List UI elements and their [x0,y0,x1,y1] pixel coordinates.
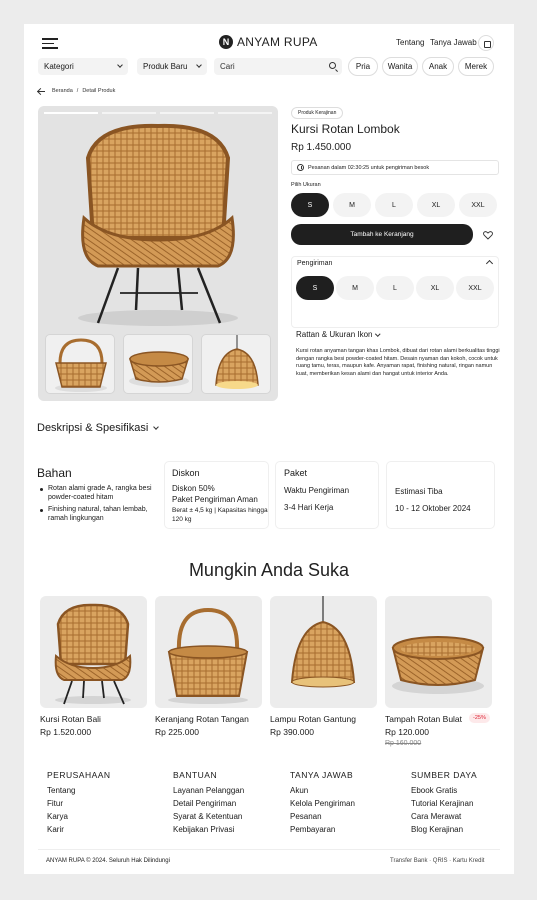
footer-divider [38,849,500,850]
product-card-price: Rp 390.000 [270,727,314,737]
chevron-down-icon [153,424,159,430]
footer-link[interactable]: Kebijakan Privasi [173,825,235,834]
shipping-size-m[interactable]: M [336,276,374,300]
suggestions-title: Mungkin Anda Suka [188,560,350,580]
size-button-xl[interactable]: XL [417,193,455,217]
footer-link[interactable]: Akun [290,786,309,795]
description-accordion[interactable] [37,422,158,434]
product-card-name[interactable]: Lampu Rotan Gantung [270,714,357,724]
shipping-notice [291,160,499,175]
product-card-image[interactable] [40,596,147,708]
logo-text: ANYAM RUPA [237,35,318,49]
menu-icon[interactable] [42,38,58,50]
shipping-size-s[interactable]: S [296,276,334,300]
original-price: Rp 160.000 [385,740,422,747]
spec-diskon-line2: Paket Pengiriman Aman [172,495,258,504]
payment-methods: Transfer Bank · QRIS · Kartu Kredit [390,858,485,864]
product-card-price: Rp 120.000 [385,727,429,737]
footer-link[interactable]: Fitur [47,799,63,808]
pill-merek[interactable]: Merek [458,57,494,76]
logo[interactable] [219,35,318,49]
shipping-size-xl[interactable]: XL [416,276,454,300]
gallery-progress-3[interactable] [160,112,214,114]
size-button-l[interactable]: L [375,193,413,217]
footer-heading: BANTUAN [173,770,218,780]
back-arrow-icon[interactable] [38,91,45,92]
thumbnail-basket[interactable] [45,334,115,394]
footer-link[interactable]: Syarat & Ketentuan [173,812,243,821]
kategori-select[interactable] [38,58,128,75]
product-card-name[interactable]: Kursi Rotan Bali [40,714,101,724]
footer-link[interactable]: Ebook Gratis [411,786,458,795]
product-card-image[interactable] [155,596,262,708]
shipping-size-l[interactable]: L [376,276,414,300]
pill-wanita[interactable]: Wanita [382,57,418,76]
product-card-image[interactable] [270,596,377,708]
spec-estimasi-line1: Estimasi Tiba [395,487,443,496]
size-label: Pilih Ukuran [291,182,321,188]
product-price: Rp 1.450.000 [291,142,352,153]
page [24,24,514,874]
footer-link[interactable]: Kelola Pengiriman [290,799,355,808]
bahan-item: Rotan alami grade A, rangka besi powder-coated hitam [40,485,156,502]
breadcrumb-home[interactable]: Beranda [52,88,73,94]
footer-link[interactable]: Tutorial Kerajinan [411,799,474,808]
spec-card-estimasi [386,461,495,529]
bahan-item: Finishing natural, tahan lembab, ramah lingkungan [40,506,156,523]
logo-mark: N [219,35,233,49]
size-button-s[interactable]: S [291,193,329,217]
heart-icon[interactable] [483,230,493,240]
bahan-title: Bahan [37,466,72,480]
care-accordion[interactable] [296,330,380,339]
chevron-down-icon [117,62,123,68]
footer-link[interactable]: Karir [47,825,64,834]
footer-heading: TANYA JAWAB [290,770,354,780]
bag-icon[interactable] [478,35,494,51]
footer-link[interactable]: Tentang [47,786,76,795]
nav-link-tentang[interactable]: Tentang [396,38,425,47]
product-card-price: Rp 225.000 [155,727,199,737]
product-gallery[interactable] [38,106,278,401]
search-placeholder: Cari [220,62,235,71]
spec-paket-head: Paket [284,468,308,478]
search-icon[interactable] [329,62,336,69]
produk-baru-select[interactable] [137,58,207,75]
clock-icon [297,164,304,171]
thumbnail-tray[interactable] [123,334,193,394]
pill-anak[interactable]: Anak [422,57,454,76]
product-tag: Produk Kerajinan [291,107,343,119]
footer-heading: PERUSAHAAN [47,770,111,780]
search-input[interactable] [214,58,342,75]
thumbnail-lamp[interactable] [201,334,271,394]
breadcrumb-current: Detail Produk [82,88,116,94]
product-card-image[interactable] [385,596,492,708]
footer-link[interactable]: Cara Merawat [411,812,462,821]
description-title: Deskripsi & Spesifikasi [37,422,149,434]
gallery-progress-1[interactable] [44,112,98,114]
shipping-title[interactable]: Pengiriman [297,260,333,267]
spec-card-paket [275,461,379,529]
spec-paket-line2: 3-4 Hari Kerja [284,503,334,512]
chevron-down-icon [376,331,381,336]
product-card-name[interactable]: Keranjang Rotan Tangan [155,714,249,724]
footer-link[interactable]: Blog Kerajinan [411,825,464,834]
pill-pria[interactable]: Pria [348,57,378,76]
gallery-progress-4[interactable] [218,112,272,114]
product-card-name[interactable]: Tampah Rotan Bulat [385,714,463,724]
care-description: Kursi rotan anyaman tangan khas Lombok, dibuat dari rotan alami berkualitas tinggi dengan rangka besi powder-coated hitam. Desain nyaman dan kokoh, cocok untuk ruang tamu, teras, maupun kafe. Anyaman rapat, finishing natural, ringan namun kuat, memberikan kesan alami dan hangat untuk interior Anda. [296,348,500,377]
spec-diskon-line3: Berat ± 4,5 kg | Kapasitas hingga 120 kg [172,507,268,523]
breadcrumb-separator: / [76,88,79,94]
chevron-down-icon [196,62,202,68]
product-title: Kursi Rotan Lombok [291,122,400,136]
breadcrumb [38,88,115,94]
bahan-list [40,485,156,527]
spec-card-diskon [164,461,269,529]
footer-link[interactable]: Layanan Pelanggan [173,786,245,795]
shipping-size-xxl[interactable]: XXL [456,276,494,300]
main-chair-image [58,118,258,330]
product-card-price: Rp 1.520.000 [40,727,92,737]
gallery-progress-2[interactable] [102,112,156,114]
size-button-m[interactable]: M [333,193,371,217]
footer-heading: SUMBER DAYA [411,770,478,780]
spec-diskon-head: Diskon [172,468,200,478]
footer-link[interactable]: Pesanan [290,812,322,821]
spec-diskon-line1: Diskon 50% [172,484,215,493]
nav-link-tanya-jawab[interactable]: Tanya Jawab [430,38,477,47]
spec-estimasi-line2: 10 - 12 Oktober 2024 [395,504,471,513]
footer-link[interactable]: Detail Pengiriman [173,799,237,808]
produk-baru-label: Produk Baru [143,62,188,71]
shipping-notice-text: Pesanan dalam 02:30:25 untuk pengiriman besok [308,165,430,171]
kategori-label: Kategori [44,62,74,71]
add-to-cart-button[interactable]: Tambah ke Keranjang [291,224,473,245]
footer-link[interactable]: Pembayaran [290,825,336,834]
care-title: Rattan & Ukuran Ikon [296,330,373,339]
size-button-xxl[interactable]: XXL [459,193,497,217]
footer-link[interactable]: Karya [47,812,68,821]
discount-badge: -25% [469,713,490,723]
spec-paket-line1: Waktu Pengiriman [284,486,350,495]
copyright: ANYAM RUPA © 2024. Seluruh Hak Dilindungi [46,858,170,864]
